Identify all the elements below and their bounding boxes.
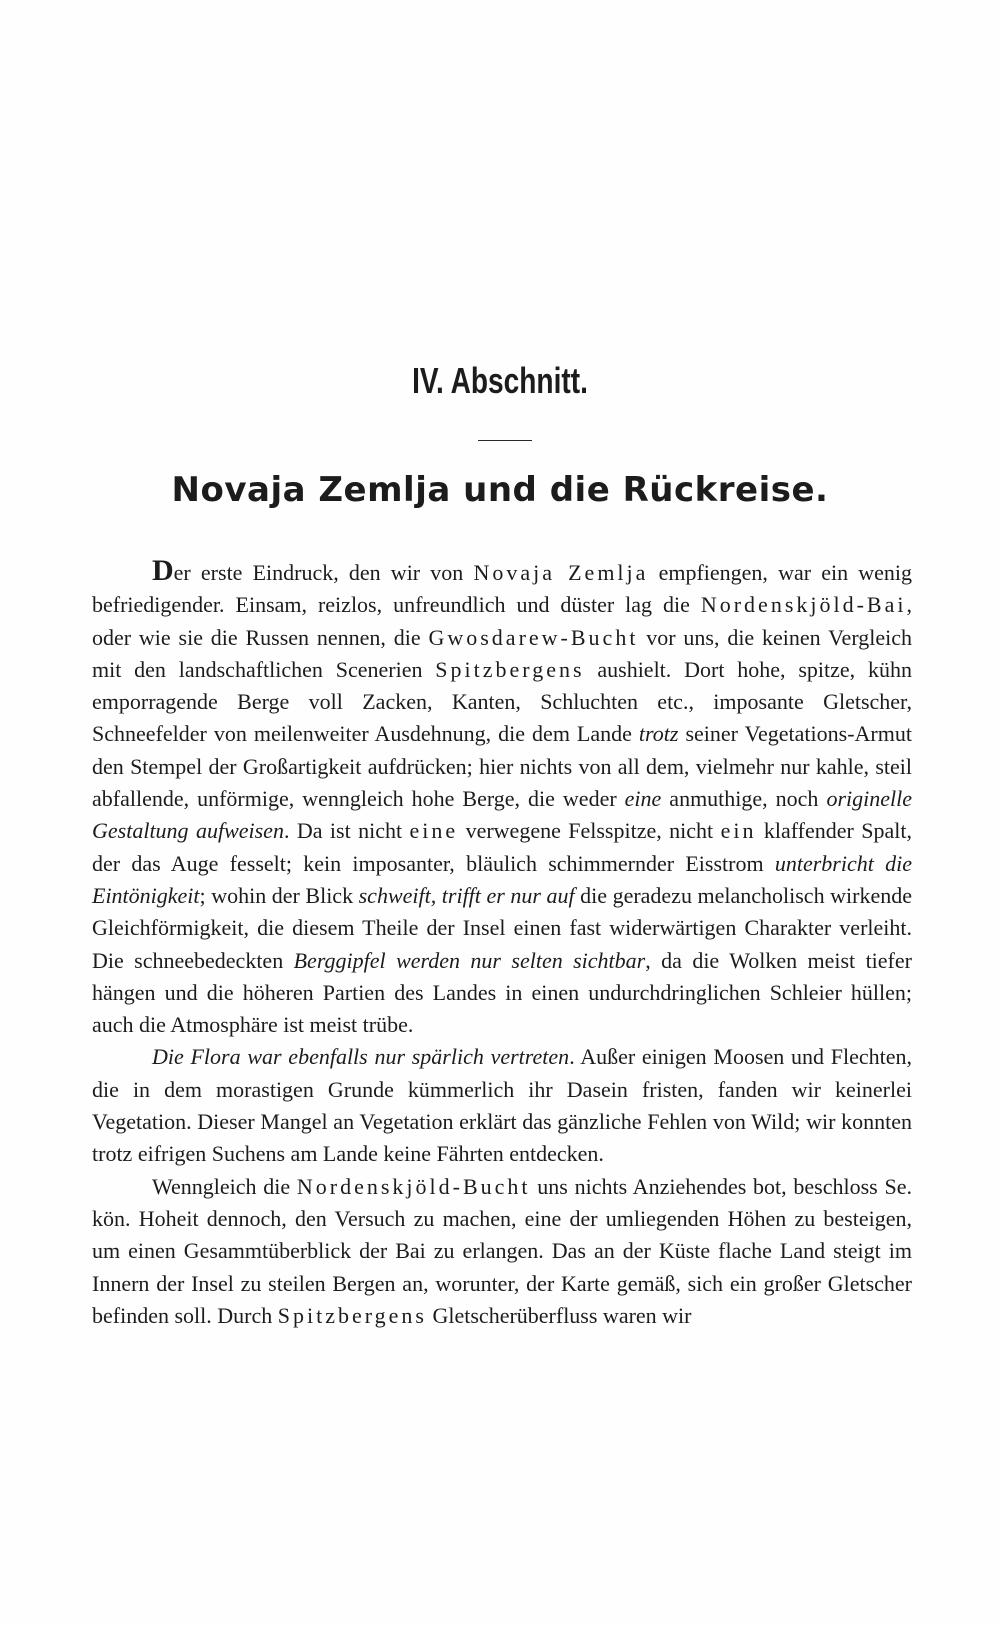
text-run: die geradezu melancholisch wirkende Gleichförmigkeit, die diesem Theile der Insel einen fast widerwärtigen Charakter verleiht. Die schneebedeckten <box>92 882 912 973</box>
spaced-text: Novaja Zemlja <box>473 560 649 585</box>
text-run: empfiengen, war ein wenig befriedigender. Einsam, reizlos, unfreundlich und düster lag die <box>92 560 913 618</box>
chapter-heading: IV. Abschnitt. <box>412 360 588 401</box>
text-run: aushielt. Dort hohe, spitze, kühn emporragende Berge voll Zacken, Kanten, Schluchten etc., imposante Gletscher, Schneefelder von meilenweiter Ausdehnung, die dem Lande <box>92 656 912 747</box>
text-run: . Außer einigen Moosen und Flechten, die in dem morastigen Grunde kümmerlich ihr Dasein fristen, fanden wir keinerlei Vegetation. Dieser Mangel an Vegetation erklärt das gänzliche Fehlen von Wild; wir konnten trotz eifrigen Suchens am Lande keine Fährten entdecken. <box>92 1044 912 1167</box>
spaced-text: Nordenskjöld-Bucht <box>296 1173 531 1199</box>
italic-text: eine <box>624 786 662 812</box>
paragraph-1 <box>92 555 912 1041</box>
italic-text: schweift, trifft er nur auf <box>358 882 575 908</box>
italic-text: Berggipfel werden nur selten sichtbar <box>293 947 646 973</box>
text-run: , da die Wolken meist tiefer hängen und die höheren Partien des Landes in einen undurchdringlichen Schleier hüllen; auch die Atmosphäre ist meist trübe. <box>92 947 912 1038</box>
drop-cap: D <box>152 554 174 587</box>
italic-text: trotz <box>638 721 679 747</box>
italic-text: originelle Gestaltung aufweisen <box>92 786 912 844</box>
spaced-text: ein <box>720 818 757 844</box>
body-text <box>92 555 912 1332</box>
spaced-text: Nordenskjöld-Bai <box>700 592 907 618</box>
text-run: . Da ist nicht <box>283 818 410 844</box>
heading-divider <box>478 440 532 441</box>
spaced-text: Spitzbergens <box>435 656 585 682</box>
text-run: vor uns, die keinen Vergleich mit den landschaftlichen Scenerien <box>92 624 913 682</box>
text-run: verwegene Felsspitze, nicht <box>458 818 721 844</box>
italic-text: unterbricht die Eintönigkeit <box>92 850 913 908</box>
paragraph-3 <box>92 1171 912 1332</box>
paragraph-2 <box>92 1041 912 1170</box>
spaced-text: Gwosdarew-Bucht <box>428 624 639 650</box>
text-run: seiner Vegetations-Armut den Stempel der Großartigkeit aufdrücken; hier nichts von all dem, vielmehr nur kahle, steil abfallende, unförmige, wenngleich hohe Berge, die weder <box>92 721 912 812</box>
text-run: , oder wie sie die Russen nennen, die <box>92 592 912 650</box>
text-run: anmuthige, noch <box>661 786 827 812</box>
text-run: er erste Eindruck, den wir von <box>173 560 474 585</box>
text-run: klaffender Spalt, der das Auge fesselt; kein imposanter, bläulich schimmernder Eisstrom <box>92 818 912 876</box>
text-run: ; wohin der Blick <box>199 882 359 908</box>
spaced-text: eine <box>409 818 459 844</box>
chapter-title: Novaja Zemlja und die Rückreise. <box>171 470 829 510</box>
spaced-text: Spitzbergens <box>277 1302 427 1328</box>
text-run: Wenngleich die <box>152 1173 297 1199</box>
italic-text: Die Flora war ebenfalls nur spärlich vertreten <box>152 1044 570 1070</box>
text-run: Gletscherüberfluss waren wir <box>426 1302 692 1328</box>
text-run: uns nichts Anziehendes bot, beschloss Se. kön. Hoheit dennoch, den Versuch zu machen, eine der umliegenden Höhen zu besteigen, um einen Gesammtüberblick der Bai zu erlangen. Das an der Küste flache Land steigt im Innern der Insel zu steilen Bergen an, worunter, der Karte gemäß, sich ein großer Gletscher befinden soll. Durch <box>92 1173 912 1328</box>
